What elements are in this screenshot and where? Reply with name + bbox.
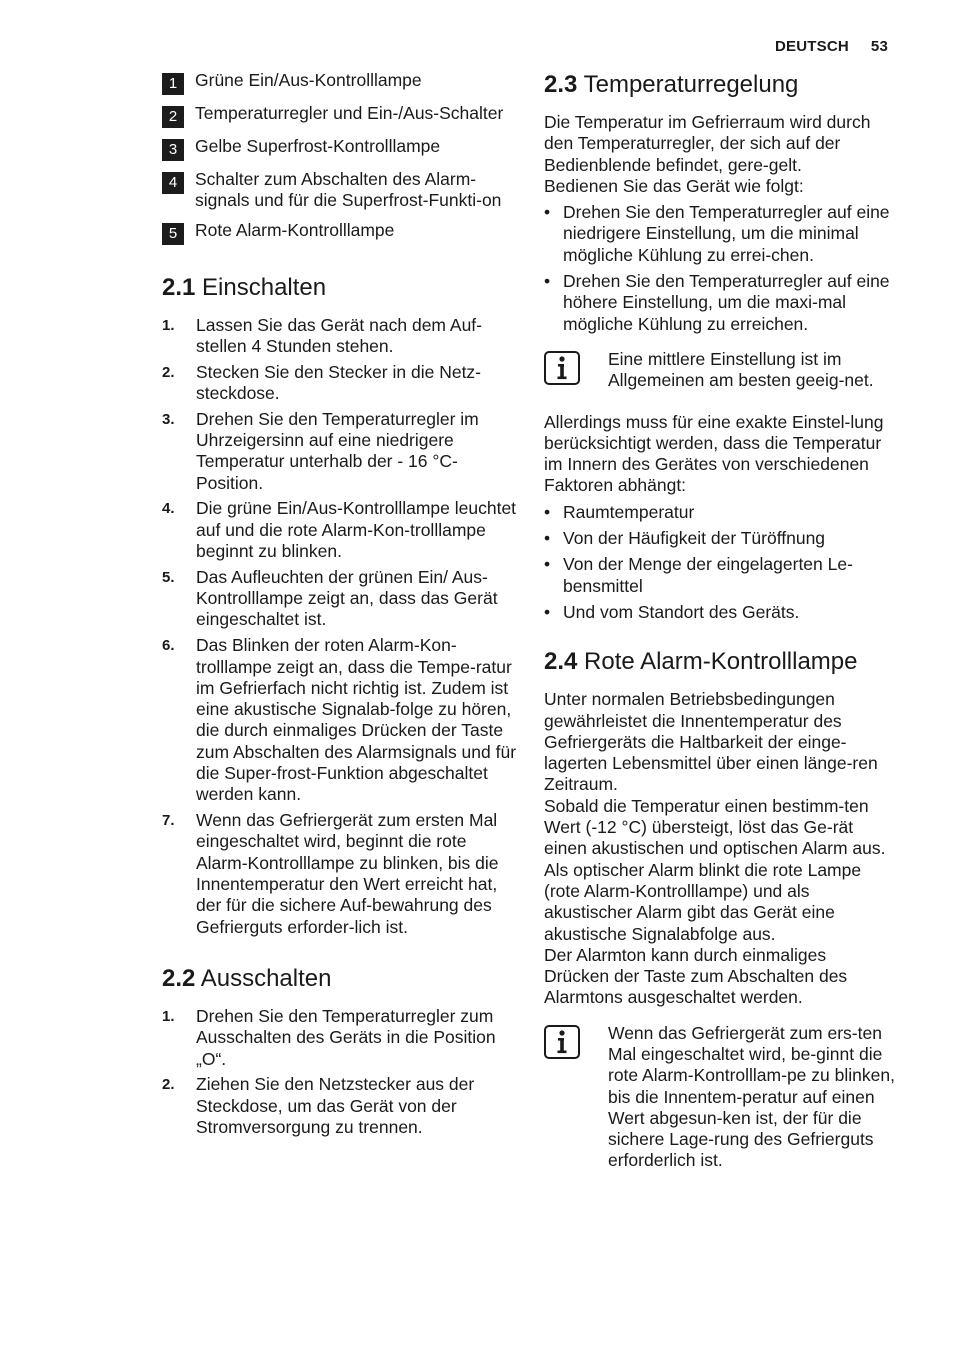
legend-number-badge: 4: [162, 172, 184, 194]
info-note: [544, 349, 896, 392]
legend-number-badge: 3: [162, 139, 184, 161]
legend-item: [162, 136, 518, 161]
list-item: • Und vom Standort des Geräts.: [544, 601, 800, 622]
list-item: 6. Das Blinken der roten Alarm-Kon-trolllampe zeigt an, dass die Tempe-ratur im Gefrierfach nicht richtig ist. Zudem ist eine akustische Signalab-folge zu hören, die durch einmaliges Drücken der Taste zum Abschalten des Alarmsignals und für die Super-frost-Funktion abgeschaltet werden kann.: [162, 635, 517, 805]
note-text: Wenn das Gefriergerät zum ers-ten Mal eingeschaltet wird, be-ginnt die rote Alarm-Kontrolllam-pe zu blinken, bis die Innentem-peratur auf einen Wert abgesun-ken ist, der für die sichere Lage-rung des Gefrierguts erforderlich ist.: [608, 1022, 895, 1171]
legend-text: Grüne Ein/Aus-Kontrolllampe: [195, 70, 422, 90]
section-label: DEUTSCH: [775, 38, 849, 55]
legend-text: Schalter zum Abschalten des Alarm-signals und für die Superfrost-Funkti-on: [195, 169, 502, 211]
info-icon: [544, 1025, 580, 1059]
legend-item: [162, 220, 518, 245]
list-item: 5. Das Aufleuchten der grünen Ein/ Aus-Kontrolllampe zeigt an, dass das Gerät eingeschaltet ist.: [162, 566, 498, 630]
list-item: 7. Wenn das Gefriergerät zum ersten Mal eingeschaltet wird, beginnt die rote Alarm-Kontrolllampe zu blinken, bis die Innentemperatur den Wert erreicht hat, der für die sichere Auf-bewahrung des Gefrierguts erforder-lich ist.: [162, 810, 499, 937]
list-item: 4. Die grüne Ein/Aus-Kontrolllampe leuchtet auf und die rote Alarm-Kon-trolllampe beginnt zu blinken.: [162, 498, 517, 562]
note-text: Eine mittlere Einstellung ist im Allgemeinen am besten geeig-net.: [608, 348, 874, 391]
section-2-3-heading: 2.3 Temperaturregelung: [544, 71, 799, 98]
section-2-2-steps: [162, 1006, 518, 1138]
paragraph: Die Temperatur im Gefrierraum wird durch den Temperaturregler, der sich auf der Bedienblende befindet, gere-gelt.: [544, 112, 871, 175]
page-number: 53: [870, 38, 888, 55]
bullet-list: [544, 202, 896, 335]
paragraph: Allerdings muss für eine exakte Einstel-lung berücksichtigt werden, dass die Temperatur im Innern des Gerätes von verschiedenen Faktoren abhängt:: [544, 411, 884, 496]
bullet-list: [544, 502, 896, 623]
list-item: 1. Lassen Sie das Gerät nach dem Auf-stellen 4 Stunden stehen.: [162, 314, 482, 356]
list-item: • Raumtemperatur: [544, 501, 695, 522]
legend-item: [162, 103, 518, 128]
list-item: 2. Ziehen Sie den Netzstecker aus der Steckdose, um das Gerät von der Stromversorgung zu trennen.: [162, 1074, 475, 1137]
legend-item: [162, 70, 518, 95]
info-icon: [544, 351, 580, 385]
left-column: [162, 70, 518, 1143]
paragraph: Sobald die Temperatur einen bestimm-ten Wert (-12 °C) übersteigt, löst das Ge-rät einen akustischen und optischen Alarm aus. Als optischer Alarm blinkt die rote Lampe (rote Alarm-Kontrolllampe) und als akustischer Alarm gibt das Gerät eine akustische Signalabfolge aus.: [544, 795, 886, 944]
section-2-2-heading: 2.2 Ausschalten: [162, 964, 332, 992]
section-2-1-steps: [162, 315, 518, 938]
legend-text: Rote Alarm-Kontrolllampe: [195, 219, 395, 240]
legend-list: [162, 70, 518, 245]
paragraph: Bedienen Sie das Gerät wie folgt:: [544, 175, 804, 196]
list-item: • Von der Häufigkeit der Türöffnung: [544, 528, 826, 549]
info-note: [544, 1023, 896, 1172]
list-item: • Drehen Sie den Temperaturregler auf eine höhere Einstellung, um die maxi-mal mögliche Kühlung zu erreichen.: [544, 271, 890, 334]
list-item: 3. Drehen Sie den Temperaturregler im Uhrzeigersinn auf eine niedrigere Temperatur unterhalb der - 16 °C-Position.: [162, 408, 479, 493]
legend-number-badge: 2: [162, 106, 184, 128]
section-2-4-heading: 2.4 Rote Alarm-Kontrolllampe: [544, 648, 858, 676]
section-2-1-heading: 2.1 Einschalten: [162, 273, 327, 301]
legend-item: [162, 169, 518, 212]
legend-number-badge: 1: [162, 73, 184, 95]
right-column: [544, 70, 896, 1172]
legend-text: Temperaturregler und Ein-/Aus-Schalter: [195, 103, 504, 123]
list-item: • Von der Menge der eingelagerten Le-bensmittel: [544, 554, 853, 596]
legend-number-badge: 5: [162, 223, 184, 245]
list-item: 2. Stecken Sie den Stecker in die Netz-steckdose.: [162, 361, 482, 403]
paragraph: Unter normalen Betriebsbedingungen gewährleistet die Innentemperatur des Gefriergeräts die Haltbarkeit der einge-lagerten Lebensmittel über einen länge-ren Zeitraum.: [544, 689, 878, 795]
list-item: • Drehen Sie den Temperaturregler auf eine niedrigere Einstellung, um die minimal mögliche Kühlung zu errei-chen.: [544, 202, 890, 265]
legend-text: Gelbe Superfrost-Kontrolllampe: [195, 136, 441, 156]
page-header: [775, 38, 888, 55]
list-item: 1. Drehen Sie den Temperaturregler zum Ausschalten des Geräts in die Position „O“.: [162, 1005, 496, 1069]
paragraph: Der Alarmton kann durch einmaliges Drücken der Taste zum Abschalten des Alarmtons ausgeschaltet werden.: [544, 944, 848, 1008]
